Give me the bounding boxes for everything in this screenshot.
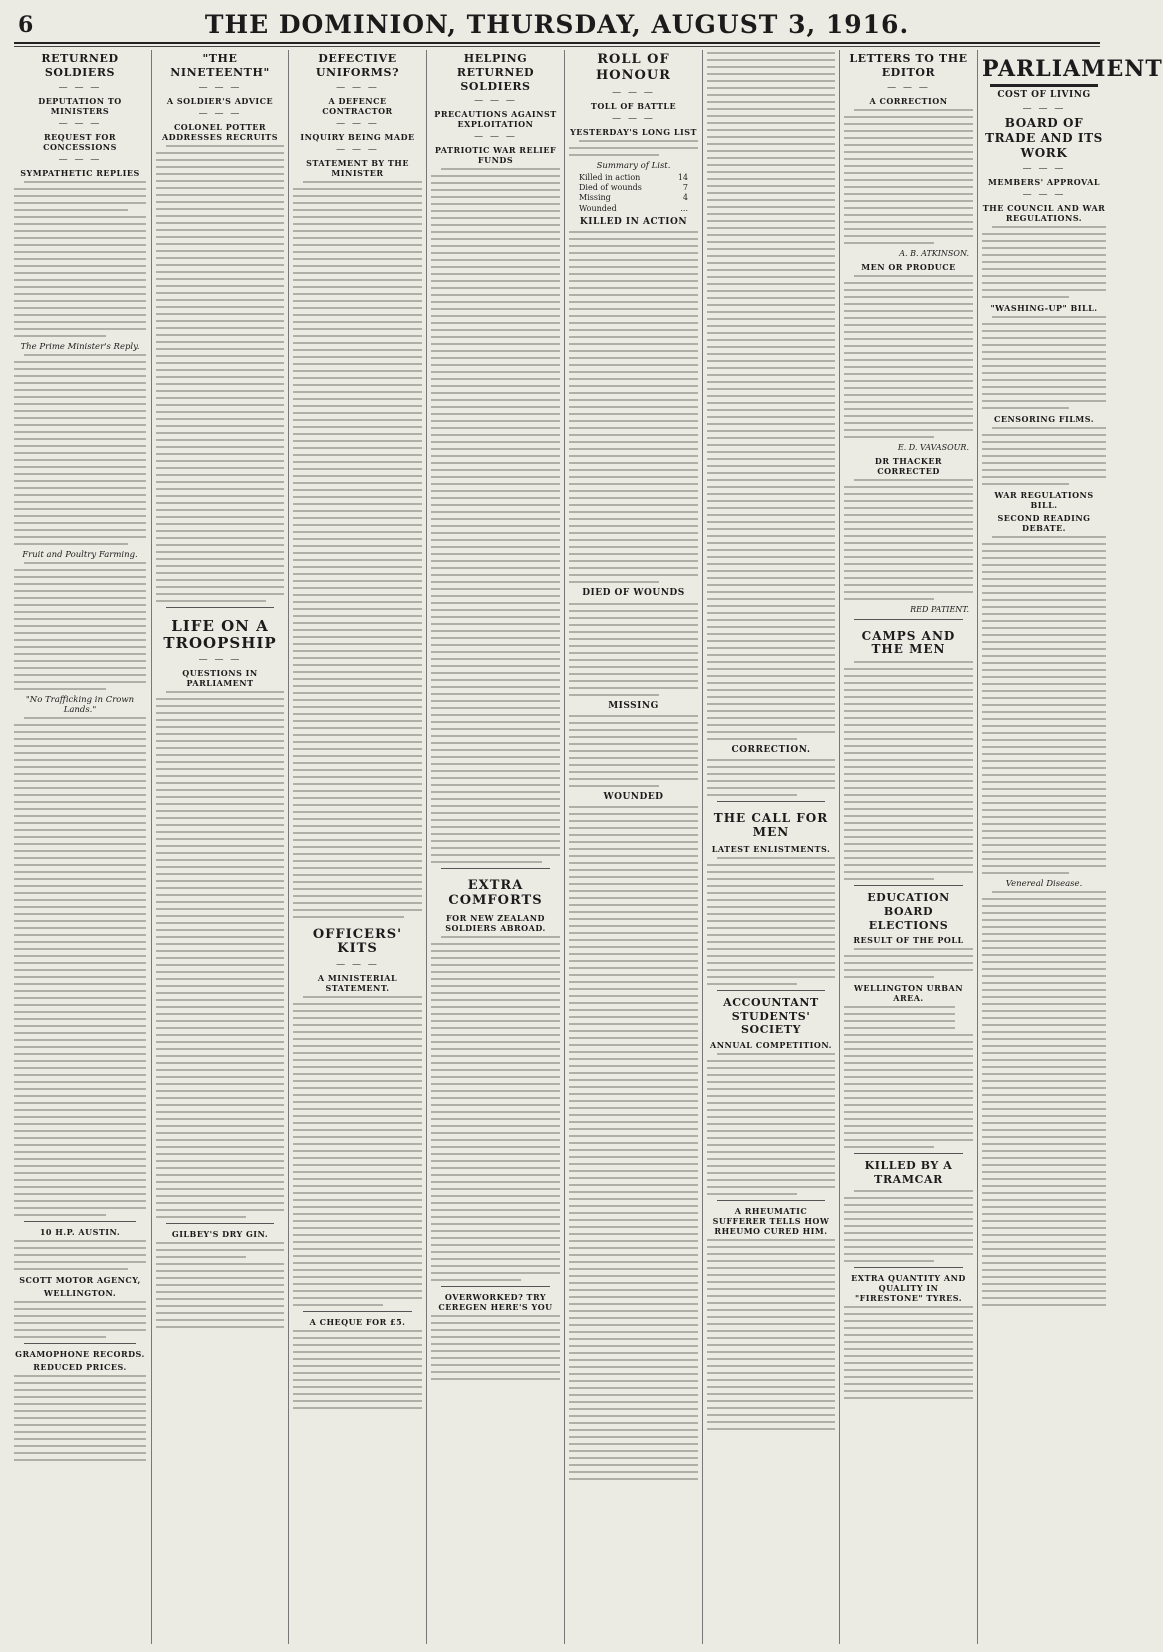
divider: — — — — [336, 960, 379, 971]
column-divider — [151, 50, 152, 1644]
article-body — [14, 717, 146, 1216]
summary-row — [579, 193, 688, 203]
article-body — [982, 427, 1106, 485]
advert-headline: OVERWORKED? TRY CEREGEN HERE'S YOU — [438, 1292, 553, 1313]
article-body — [844, 1190, 973, 1262]
article-section-head: Venereal Disease. — [1005, 879, 1083, 890]
advert-city: WELLINGTON. — [43, 1287, 117, 1298]
article-headline: EXTRA COMFORTS — [448, 878, 543, 909]
article-subhead: SYMPATHETIC REPLIES — [20, 167, 140, 178]
divider — [441, 868, 550, 869]
casualty-list — [707, 52, 835, 740]
masthead-rule-thin — [14, 46, 1100, 47]
article-headline: EDUCATION BOARD ELECTIONS — [867, 891, 950, 932]
summary-heading: Summary of List. — [596, 160, 671, 171]
article-body — [431, 168, 560, 863]
summary-row — [579, 183, 688, 193]
summary-label: Missing — [579, 193, 611, 203]
summary-row — [579, 204, 688, 214]
article-section-head: Fruit and Poultry Farming. — [22, 549, 138, 560]
article-subhead: MEN OR PRODUCE — [861, 261, 956, 272]
divider: — — — — [612, 113, 655, 124]
article-section-head: The Prime Minister's Reply. — [20, 341, 140, 352]
article-body — [156, 145, 284, 602]
article-body — [844, 948, 973, 978]
advert-body — [431, 1315, 560, 1380]
article-headline: BOARD OF TRADE AND ITS WORK — [985, 116, 1103, 161]
column-letters-to-the-editor — [844, 50, 973, 1646]
article-subhead: A MINISTERIAL STATEMENT. — [317, 973, 398, 994]
divider — [441, 1286, 550, 1287]
article-subhead: DR THACKER CORRECTED — [874, 455, 943, 476]
article-headline: DEFECTIVE UNIFORMS? — [315, 52, 400, 79]
column-divider — [288, 50, 289, 1644]
article-body — [844, 661, 973, 880]
casualty-list — [569, 806, 698, 1480]
summary-label: Killed in action — [579, 172, 641, 182]
article-subhead: PRECAUTIONS AGAINST EXPLOITATION — [434, 109, 557, 130]
section-heading: KILLED IN ACTION — [579, 217, 688, 228]
column-divider — [977, 50, 978, 1644]
divider — [854, 1267, 963, 1268]
article-subhead: DEPUTATION TO MINISTERS — [38, 95, 122, 116]
summary-value: 4 — [682, 193, 688, 203]
article-subhead: A SOLDIER'S ADVICE — [166, 95, 274, 106]
article-subhead: STATEMENT BY THE MINISTER — [306, 157, 409, 178]
advert-body — [707, 1239, 835, 1430]
advert-body — [844, 1306, 973, 1399]
article-headline: LETTERS TO THE EDITOR — [849, 52, 968, 79]
article-subhead: YESTERDAY'S LONG LIST — [570, 126, 697, 137]
casualty-list — [569, 603, 698, 696]
divider: — — — — [198, 82, 242, 93]
election-results — [844, 1006, 973, 1148]
divider: — — — — [198, 108, 242, 119]
article-body — [982, 536, 1106, 874]
advert-headline: 10 H.P. AUSTIN. — [39, 1226, 121, 1237]
divider — [717, 801, 825, 802]
article-subhead: WAR REGULATIONS BILL. — [994, 490, 1094, 511]
section-heading: MISSING — [608, 700, 659, 711]
divider: — — — — [336, 144, 379, 155]
article-subhead: FOR NEW ZEALAND SOLDIERS ABROAD. — [445, 913, 546, 934]
divider — [854, 1153, 963, 1154]
divider: — — — — [58, 82, 102, 93]
letter-body — [844, 275, 973, 438]
letter-body — [844, 109, 973, 244]
article-body — [982, 316, 1106, 409]
advert-body — [293, 1330, 422, 1409]
advert-headline: GILBEY'S DRY GIN. — [171, 1229, 269, 1239]
letter-body — [844, 479, 973, 600]
summary-label: Died of wounds — [579, 182, 642, 192]
article-subhead: "WASHING-UP" BILL. — [990, 303, 1098, 314]
article-body — [707, 759, 835, 796]
advert-subhead: REDUCED PRICES. — [33, 1361, 127, 1372]
article-headline: HELPING RETURNED SOLDIERS — [456, 52, 535, 93]
divider — [166, 1223, 274, 1224]
advert-headline: A CHEQUE FOR £5. — [309, 1317, 406, 1328]
article-body — [982, 226, 1106, 298]
letter-signature: RED PATIENT. — [910, 604, 969, 614]
advert-body — [14, 1301, 146, 1338]
letter-signature: E. D. VAVASOUR. — [897, 442, 969, 452]
article-body — [293, 996, 422, 1306]
divider — [854, 885, 963, 886]
article-subhead: LATEST ENLISTMENTS. — [711, 843, 831, 854]
article-headline: "THE NINETEENTH" — [170, 52, 270, 79]
article-subhead: INQUIRY BEING MADE — [300, 131, 415, 142]
advert-headline: A RHEUMATIC SUFFERER TELLS HOW RHEUMO CURED HIM. — [712, 1206, 830, 1237]
divider — [166, 607, 274, 608]
divider: — — — — [336, 118, 379, 129]
divider — [854, 619, 963, 620]
divider: — — — — [58, 118, 102, 129]
divider: — — — — [887, 82, 930, 93]
column-the-nineteenth — [156, 50, 284, 1646]
article-headline: THE CALL FOR MEN — [713, 811, 829, 840]
column-returned-soldiers — [14, 50, 146, 1646]
advert-body — [14, 1240, 146, 1270]
article-body — [293, 181, 422, 918]
article-body — [156, 691, 284, 1218]
summary-label: Wounded — [579, 203, 617, 213]
column-parliament — [982, 50, 1163, 1646]
divider: — — — — [336, 82, 379, 93]
masthead — [0, 0, 1114, 46]
divider — [990, 84, 1098, 87]
divider: — — — — [1022, 164, 1066, 175]
advert-address: SCOTT MOTOR AGENCY, — [19, 1274, 141, 1285]
divider — [717, 990, 825, 991]
divider — [24, 1343, 136, 1344]
divider: — — — — [58, 154, 102, 165]
divider: — — — — [198, 655, 242, 665]
column-divider — [426, 50, 427, 1644]
article-subhead: MEMBERS' APPROVAL — [988, 177, 1100, 188]
section-heading: CORRECTION. — [731, 745, 811, 755]
article-subhead: PATRIOTIC WAR RELIEF FUNDS — [434, 145, 557, 166]
letter-signature: A. B. ATKINSON. — [899, 248, 969, 258]
article-headline: ROLL OF HONOUR — [596, 52, 671, 84]
article-subhead: ANNUAL COMPETITION. — [710, 1040, 832, 1051]
article-headline: CAMPS AND THE MEN — [861, 628, 956, 657]
divider — [24, 1221, 136, 1222]
casualty-summary — [579, 173, 688, 215]
masthead-rule — [14, 42, 1100, 44]
article-subhead: COLONEL POTTER ADDRESSES RECRUITS — [161, 121, 279, 142]
article-headline: OFFICERS' KITS — [312, 926, 403, 957]
column-divider — [564, 50, 565, 1644]
column-divider — [839, 50, 840, 1644]
casualty-list — [569, 231, 698, 583]
divider: — — — — [474, 132, 517, 143]
article-subhead: REQUEST FOR CONCESSIONS — [43, 131, 117, 152]
column-casualties-continued — [707, 50, 835, 1646]
article-subhead: COST OF LIVING — [997, 90, 1091, 100]
article-headline: ACCOUNTANT STUDENTS' SOCIETY — [723, 995, 819, 1037]
column-helping-returned-soldiers — [431, 50, 560, 1646]
advert-body — [156, 1242, 284, 1328]
article-headline: KILLED BY A TRAMCAR — [864, 1159, 953, 1187]
article-subhead: TOLL OF BATTLE — [590, 100, 677, 111]
article-body — [707, 1053, 835, 1195]
section-heading: DIED OF WOUNDS — [582, 588, 685, 599]
advert-headline: EXTRA QUANTITY AND QUALITY IN "FIRESTONE" TYRES. — [851, 1272, 966, 1303]
article-section-head: "No Trafficking in Crown Lands." — [25, 694, 135, 715]
article-body — [14, 562, 146, 690]
newspaper-title: THE DOMINION, THURSDAY, AUGUST 3, 1916. — [204, 10, 910, 39]
divider: — — — — [1022, 104, 1066, 115]
article-subhead: QUESTIONS IN PARLIAMENT — [182, 668, 258, 688]
casualty-list — [569, 715, 698, 787]
article-subhead: CENSORING FILMS. — [993, 414, 1095, 425]
article-headline: RETURNED SOLDIERS — [41, 52, 119, 79]
article-subhead: THE COUNCIL AND WAR REGULATIONS. — [982, 203, 1106, 224]
article-subhead: A CORRECTION — [869, 95, 948, 106]
section-masthead: PARLIAMENT — [982, 56, 1163, 82]
article-body — [14, 354, 146, 545]
article-subhead: RESULT OF THE POLL — [853, 935, 964, 946]
column-defective-uniforms — [293, 50, 422, 1646]
article-subhead: SECOND READING DEBATE. — [997, 513, 1091, 534]
article-subhead: WELLINGTON URBAN AREA. — [853, 983, 964, 1004]
article-body — [431, 936, 560, 1281]
divider: — — — — [474, 96, 517, 107]
article-body — [707, 857, 835, 985]
column-roll-of-honour — [569, 50, 698, 1646]
article-subhead: A DEFENCE CONTRACTOR — [322, 95, 393, 116]
summary-value: 14 — [677, 172, 688, 182]
article-body — [14, 181, 146, 337]
page-number: 6 — [18, 12, 34, 38]
summary-value: 7 — [682, 182, 688, 192]
advert-body — [14, 1375, 146, 1461]
summary-value: ... — [680, 203, 688, 213]
section-heading: WOUNDED — [603, 791, 664, 802]
divider: — — — — [1022, 190, 1066, 201]
advert-headline: GRAMOPHONE RECORDS. — [15, 1348, 145, 1359]
article-body — [569, 140, 698, 156]
article-body — [982, 891, 1106, 1306]
divider: — — — — [612, 87, 655, 98]
divider — [717, 1200, 825, 1201]
article-headline: LIFE ON A TROOPSHIP — [163, 616, 277, 652]
column-divider — [702, 50, 703, 1644]
summary-row — [579, 173, 688, 183]
divider — [303, 1311, 412, 1312]
